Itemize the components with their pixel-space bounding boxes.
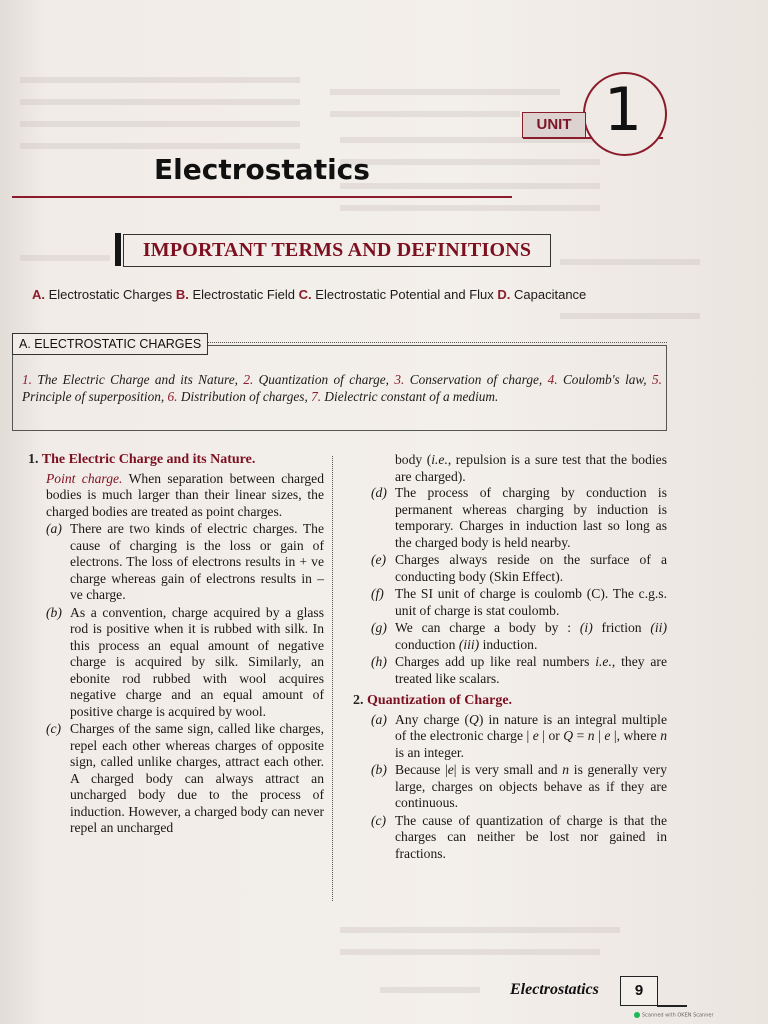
topic-number: 5.	[652, 372, 662, 387]
topic: Conservation of charge,	[409, 372, 543, 387]
item-label: (h)	[371, 654, 387, 669]
item-label: (f)	[371, 586, 384, 601]
item-text: As a convention, charge acquired by a glass rod is positive when it is rubbed with silk. In this process an equal amount of negative charge is acquired by silk. Similarly, an ebonite rod rubbed with wool acquires negative charge and an equal amount of positive charge is acquired by wool.	[70, 604, 324, 719]
title-rule	[12, 196, 512, 198]
topic-number: 1.	[22, 372, 32, 387]
topic-number: 6.	[167, 389, 178, 404]
text: n	[587, 728, 595, 743]
text: (ii)	[650, 620, 667, 635]
term-label: Point charge.	[46, 470, 123, 486]
left-column	[28, 452, 324, 838]
text: e	[532, 728, 539, 743]
text: conduction	[395, 636, 456, 652]
scanner-text: Scanned with OKEN Scanner	[642, 1012, 714, 1019]
overview-item: Electrostatic Charges	[48, 287, 173, 302]
item-label: (a)	[46, 521, 62, 536]
text: |	[594, 728, 605, 743]
text: e	[447, 762, 454, 777]
text: Because |	[395, 762, 448, 777]
list-item	[357, 485, 667, 551]
point-charge-definition	[46, 471, 324, 521]
text: e	[604, 728, 611, 743]
text: |, where	[610, 728, 661, 743]
item-continuation	[357, 452, 667, 485]
section-a-topics	[22, 371, 662, 405]
important-terms-heading: IMPORTANT TERMS AND DEFINITIONS	[123, 234, 551, 267]
text: Q	[469, 711, 479, 727]
list-item	[32, 721, 324, 837]
running-footer: Electrostatics	[510, 981, 599, 998]
list-item	[357, 712, 667, 762]
text: Any charge (	[395, 711, 470, 727]
chapter-title: Electrostatics	[154, 153, 370, 186]
subsection-number: 2.	[353, 693, 364, 708]
text: is generally very large, charges on objects behave as if they are continuous.	[395, 762, 667, 810]
subsection-heading	[353, 693, 667, 710]
item-text: The SI unit of charge is coulomb (C). The c.g.s. unit of charge is stat coulomb.	[395, 586, 667, 618]
section-overview	[32, 287, 752, 302]
text: induction.	[482, 636, 538, 652]
item-label: (g)	[371, 620, 387, 635]
overview-key: C.	[298, 287, 312, 302]
item-label: (c)	[371, 812, 387, 828]
list-item	[357, 813, 667, 863]
unit-label: UNIT	[522, 112, 586, 138]
unit-number: 1	[603, 75, 643, 145]
item-text: Charges always reside on the surface of a conducting body (Skin Effect).	[395, 552, 667, 584]
overview-key: D.	[497, 287, 511, 302]
topic-number: 2.	[243, 372, 254, 387]
topic: Quantization of charge,	[258, 372, 389, 387]
text: | is very small and	[453, 762, 563, 777]
right-column	[353, 452, 667, 863]
page-number: 9	[620, 976, 658, 1006]
text: i.e.	[595, 654, 612, 669]
text: friction	[601, 620, 642, 635]
overview-key: A.	[32, 287, 45, 302]
topic: Coulomb's law,	[562, 372, 647, 387]
overview-item: Electrostatic Field	[192, 287, 296, 302]
term-text: When separation between charged bodies is much larger than their linear sizes, the charged bodies are treated as point charges.	[46, 470, 324, 519]
list-item	[357, 620, 667, 653]
footer-rule	[657, 1005, 687, 1007]
overview-item: Electrostatic Potential and Flux	[315, 287, 494, 302]
item-label: (b)	[46, 604, 62, 620]
text: , they are treated like scalars.	[395, 654, 667, 686]
topic-number: 3.	[394, 372, 405, 387]
scanner-watermark	[634, 1012, 714, 1019]
text: ) in nature is an integral multiple of the electronic charge |	[395, 711, 667, 743]
text: =	[573, 728, 588, 743]
item-text: There are two kinds of electric charges. The cause of charging is the loss or gain of electrons. The loss of electrons results in + ve charge whereas gain of electrons results in – ve charge.	[70, 521, 324, 602]
topic: Dielectric constant of a medium.	[324, 389, 499, 404]
list-item	[357, 586, 667, 619]
list-item	[32, 605, 324, 721]
text: body (	[395, 452, 432, 467]
topic: Distribution of charges,	[180, 389, 308, 404]
topic-number: 7.	[311, 389, 322, 404]
subsection-heading	[28, 452, 324, 469]
item-label: (b)	[371, 762, 387, 777]
heading-bar	[115, 233, 121, 266]
topic: The Electric Charge and its Nature,	[37, 372, 238, 387]
scanner-logo-icon	[634, 1012, 640, 1018]
topic-number: 4.	[547, 372, 558, 387]
subsection-number: 1.	[28, 452, 39, 467]
list-item	[357, 552, 667, 585]
subsection-title: Quantization of Charge.	[367, 693, 513, 708]
text: n	[660, 728, 667, 743]
list-item	[357, 762, 667, 812]
text: , repulsion is a sure test that the bodies are charged).	[395, 452, 667, 484]
list-item	[357, 654, 667, 687]
item-label: (a)	[371, 711, 387, 727]
text: n	[562, 762, 570, 777]
item-label: (d)	[371, 485, 387, 500]
item-label: (e)	[371, 552, 387, 567]
item-text: Charges of the same sign, called like charges, repel each other whereas charges of opposite sign, called unlike charges, attract each other. A charged body can always attract an uncharged body due to the process of induction. However, a charged body can never repel an uncharged	[70, 721, 324, 835]
text: is an integer.	[395, 744, 465, 760]
overview-item: Capacitance	[514, 287, 587, 302]
column-divider	[332, 456, 333, 901]
subsection-title: The Electric Charge and its Nature.	[41, 452, 256, 467]
text: We can charge a body by :	[395, 620, 572, 635]
topic: Principle of superposition,	[22, 389, 165, 404]
item-label: (c)	[46, 721, 62, 736]
item-text: The process of charging by conduction is permanent whereas charging by induction is temporary. Charges in induction last so long as the charged body is held nearby.	[395, 485, 667, 550]
text: | or	[538, 728, 560, 743]
section-a-label: A. ELECTROSTATIC CHARGES	[12, 333, 208, 355]
text: (iii)	[458, 636, 480, 652]
overview-key: B.	[175, 287, 189, 302]
text: (i)	[579, 620, 593, 635]
section-a-dotted-rule	[197, 342, 667, 343]
text: Q	[563, 728, 574, 743]
text: Charges add up like real numbers	[395, 654, 590, 669]
item-text: The cause of quantization of charge is that the charges can neither be lost nor gained in fractions.	[395, 812, 667, 861]
text: i.e.	[431, 452, 448, 467]
list-item	[32, 521, 324, 604]
